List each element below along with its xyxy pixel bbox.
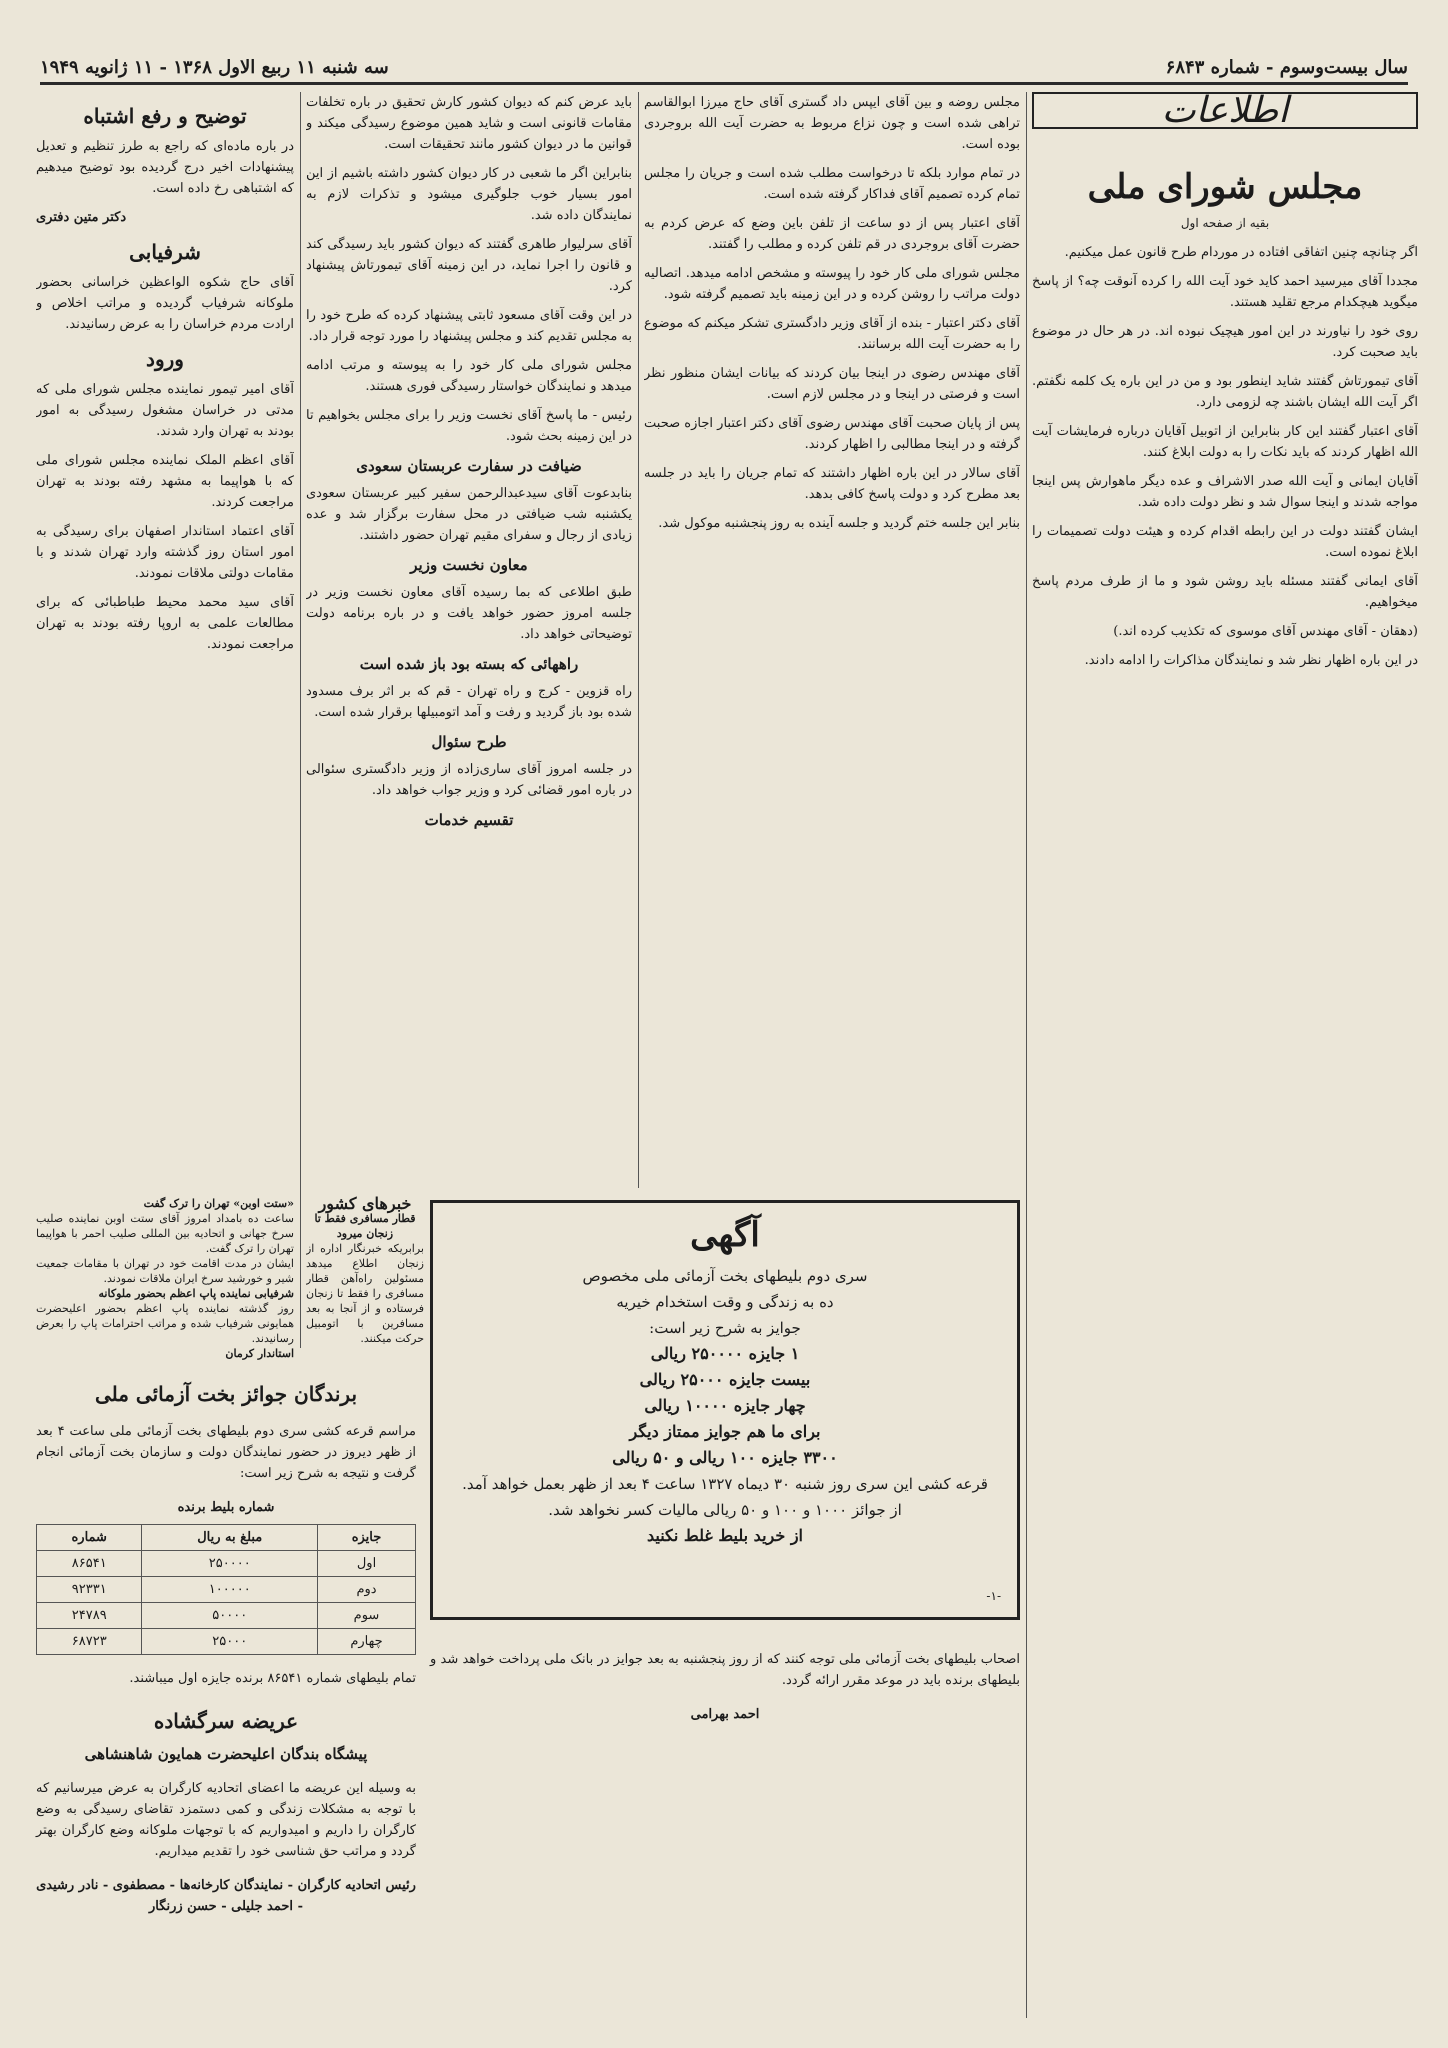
column-rule: [1026, 92, 1027, 2018]
column-header: مبلغ به ریال: [142, 1525, 318, 1551]
paragraph: آقای امیر تیمور نماینده مجلس شورای ملی که مدتی در خراسان مشغول رسیدگی به امور بودند به تهران وارد شدند.: [36, 382, 294, 439]
lottery-table: [36, 1524, 416, 1655]
headline-deputy-pm: معاون نخست وزیر: [410, 556, 528, 574]
lottery-note: تمام بلیطهای شماره ۸۶۵۴۱ برنده جایزه اول میباشند.: [129, 1671, 416, 1686]
paragraph: مجلس شورای ملی کار خود را پیوسته و مشخص ادامه میدهد. اتصالیه دولت مراتب را روشن کرده و در این زمینه باید تصمیم گرفته شود.: [644, 266, 1020, 302]
table-cell: سوم: [318, 1603, 416, 1629]
subhead-audience: شرفیابی نماینده پاپ اعظم بحضور ملوکانه: [98, 1287, 294, 1300]
ad-line: سری دوم بلیطهای بخت آزمائی ملی مخصوص: [582, 1267, 868, 1285]
paragraph: بنابدعوت آقای سیدعبدالرحمن سفیر کبیر عربستان سعودی یکشنبه شب ضیافتی در محل سفارت برگزار شد و عده زیادی از رجال و سفرای مقیم تهران حضور داشتند.: [306, 486, 632, 543]
issue-date: سه شنبه ۱۱ ربیع الاول ۱۳۶۸ - ۱۱ ژانویه ۱۹۴۹: [40, 56, 389, 78]
table-row: [37, 1577, 416, 1603]
table-cell: ۸۶۵۴۱: [37, 1551, 142, 1577]
headline-services: تقسیم خدمات: [424, 811, 514, 829]
ad-prize: چهار جایزه ۱۰۰۰۰ ریالی: [644, 1396, 806, 1415]
newspaper-logo: اطلاعات: [1032, 92, 1418, 129]
paragraph: در باره ماده‌ای که راجع به طرز تنظیم و تعدیل پیشنهادات اخیر درج گردیده بود توضیح میدهیم که اشتباهی رخ داده است.: [36, 139, 294, 196]
petition-body: به وسیله این عریضه ما اعضای اتحادیه کارگران به عرض میرسانیم که با توجه به مشکلات زندگی و کمی دستمزد تقاضای رسیدگی به وضع کارگران را داریم و امیدواریم که با توجهات ملوکانه وضع کارگران بهتر گردد و مراتب حق شناسی خود را تقدیم میداریم.: [36, 1781, 416, 1859]
paragraph: آقای ایمانی گفتند مسئله باید روشن شود و ما از طرف مردم پاسخ میخواهیم.: [1032, 574, 1418, 610]
table-cell: ۵۰۰۰۰: [142, 1603, 318, 1629]
column-parliament: [1032, 92, 1418, 2018]
column-header: شماره: [37, 1525, 142, 1551]
ad-tax-note: از جوائز ۱۰۰۰ و ۱۰۰ و ۵۰ ریالی مالیات کسر نخواهد شد.: [548, 1501, 902, 1519]
lottery-table-title: شماره بلیط برنده: [177, 1500, 275, 1515]
paragraph: بنابر این جلسه ختم گردید و جلسه آینده به روز پنجشنبه موکول شد.: [658, 516, 1020, 531]
ad-draw-date: قرعه کشی این سری روز شنبه ۳۰ دیماه ۱۳۲۷ ساعت ۴ بعد از ظهر بعمل خواهد آمد.: [462, 1475, 988, 1493]
ad-prize: بیست جایزه ۲۵۰۰۰ ریالی: [639, 1370, 811, 1389]
petition-signers: رئیس اتحادیه کارگران - نمایندگان کارخانه‌ها - مصطفوی - نادر رشیدی - احمد جلیلی - حسن زرنگار: [36, 1878, 416, 1914]
paragraph: ساعت ده بامداد امروز آقای ستت اوبن نماینده صلیب سرخ جهانی و اتحادیه بین المللی صلیب احمر با هواپیما تهران را ترک گفت.: [36, 1212, 294, 1255]
paragraph: آقای سالار در این باره اظهار داشتند که تمام جریان را باید در جلسه بعد مطرح کرد و دولت پاسخ کافی بدهد.: [644, 466, 1020, 502]
headline-embassy: ضیافت در سفارت عربستان سعودی: [356, 457, 582, 475]
headline-correction: توضیح و رفع اشتباه: [83, 104, 247, 128]
paragraph: بنابراین اگر ما شعبی در کار دیوان کشور داشته باشیم از این امور بسیار خوب جلوگیری میشود و تذکرات لازم به نمایندگان داده شد.: [306, 166, 632, 223]
table-cell: ۱۰۰۰۰۰: [142, 1577, 318, 1603]
table-cell: ۲۴۷۸۹: [37, 1603, 142, 1629]
column-header: جایزه: [318, 1525, 416, 1551]
table-cell: ۶۸۷۲۳: [37, 1629, 142, 1655]
ad-line: جوایز به شرح زیر است:: [649, 1319, 801, 1337]
paragraph: راه قزوین - کرج و راه تهران - قم که بر اثر برف مسدود شده بود باز گردید و رفت و آمد اتومبیلها برقرار شده است.: [306, 684, 632, 720]
paragraph: باید عرض کنم که دیوان کشور کارش تحقیق در باره تخلفات مقامات قانونی است و شاید همین موضوع رسیدگی میکند و قوانین ما در دیوان کشور مانند تحقیقات است.: [306, 95, 632, 152]
lottery-advertisement: [430, 1200, 1020, 1620]
subhead-governor: استاندار کرمان: [225, 1347, 294, 1360]
paragraph: آقای اعظم الملک نماینده مجلس شورای ملی که با هواپیما به مشهد رفته بودند به تهران مراجعت کردند.: [36, 453, 294, 510]
volume-issue: سال بیست‌وسوم - شماره ۶۸۴۳: [1165, 56, 1408, 78]
paragraph: ایشان در مدت اقامت خود در تهران با مقامات جمعیت شیر و خورشید سرخ ایران ملاقات نمودند.: [36, 1257, 294, 1285]
country-news: [306, 1196, 424, 1360]
ad-prize: برای ما هم جوایز ممتاز دیگر: [629, 1422, 821, 1441]
headline-petition: عریضه سرگشاده: [153, 1709, 299, 1733]
paragraph: آقای تیمورتاش گفتند شاید اینطور بود و من در این باره یک کلمه نگفتم. اگر آیت الله ایشان باشند چه لزومی دارد.: [1032, 374, 1418, 410]
paragraph: آقای اعتبار پس از دو ساعت از تلفن باین وضع که عرض کردم به حضرت آقای بروجردی در قم تلفن کرده و مطلب را گفتند.: [644, 216, 1020, 252]
notice-block: [430, 1636, 1020, 2016]
headline-roads: راههائی که بسته بود باز شده است: [359, 655, 579, 673]
ad-prize: ۱ جایزه ۲۵۰۰۰۰ ریالی: [650, 1344, 800, 1363]
column-news-middle: [306, 92, 632, 1188]
notice-text: اصحاب بلیطهای بخت آزمائی ملی توجه کنند که از روز پنجشنبه به بعد جوایز در بانک ملی پرداخت خواهد شد و بلیطهای برنده باید در موعد مقرر ارائه گردد.: [430, 1652, 1020, 1688]
paragraph: آقای اعتماد استاندار اصفهان برای رسیدگی به امور استان روز گذشته وارد تهران شدند و با مقامات دولتی ملاقات نمودند.: [36, 524, 294, 581]
masthead-bar: [40, 52, 1408, 85]
table-row: [37, 1551, 416, 1577]
paragraph: مجلس روضه و بین آقای ایپس داد گستری آقای حاج میرزا ابوالقاسم تراهی شده است و چون نزاع مربوط به حضرت آیت الله بروجردی بوده است.: [644, 95, 1020, 152]
paragraph: در این وقت آقای مسعود ثابتی پیشنهاد کرده که طرح خود را به مجلس تقدیم کند و مجلس پیشنهاد را مورد توجه قرار داد.: [306, 308, 632, 344]
paragraph: روی خود را نیاورند در این امور هیچیک نبوده اند. در هر حال در موضوع باید صحبت کرد.: [1032, 324, 1418, 360]
column-rule: [638, 92, 639, 1188]
ad-line: ده به زندگی و وقت استخدام خیریه: [616, 1293, 834, 1311]
paragraph: آقای حاج شکوه الواعظین خراسانی بحضور ملوکانه شرفیاب گردیده و مراتب اخلاص و ارادت مردم خراسان را به عرض رسانیدند.: [36, 275, 294, 332]
table-header-row: [37, 1525, 416, 1551]
table-cell: ۲۵۰۰۰۰: [142, 1551, 318, 1577]
paragraph: در جلسه امروز آقای ساری‌زاده از وزیر دادگستری سئوالی در باره امور قضائی کرد و وزیر جواب خواهد داد.: [306, 762, 632, 798]
column-rule: [300, 92, 301, 1348]
headline-lottery: برندگان جوائز بخت آزمائی ملی: [94, 1382, 358, 1406]
paragraph: برابریکه خبرنگار اداره از زنجان اطلاع میدهد مسئولین راه‌آهن قطار مسافری را فقط تا زنجان فرستاده و از آنجا به بعد مسافرین با اتومبیل حرکت میکنند.: [306, 1242, 424, 1345]
country-news-more: [36, 1196, 294, 1360]
ad-code: -۱-: [986, 1589, 1001, 1603]
paragraph: آقای سرلیوار طاهری گفتند که دیوان کشور باید رسیدگی کند و قانون را اجرا نماید، در این زمینه آقای تیمورتاش پیشنهاد کرد.: [306, 237, 632, 294]
column-corrections: [36, 92, 294, 1348]
table-row: [37, 1603, 416, 1629]
headline-arrival: ورود: [146, 347, 184, 371]
paragraph: رئیس - ما پاسخ آقای نخست وزیر را برای مجلس بخواهیم تا در این زمینه بحث شود.: [306, 408, 632, 444]
paragraph: آقایان ایمانی و آیت الله صدر الاشراف و عده دیگر ماهوارش پس اینجا مواجه شدند و اینجا سوال شد و نظر دولت داده شد.: [1032, 474, 1418, 510]
headline-country-news: خبرهای کشور: [318, 1196, 412, 1213]
lottery-results: [36, 1370, 416, 2018]
subhead-departure: «ستت اوبن» تهران را ترک گفت: [143, 1197, 294, 1210]
ad-prize: ۳۳۰۰ جایزه ۱۰۰ ریالی و ۵۰ ریالی: [612, 1448, 838, 1467]
table-cell: ۲۵۰۰۰: [142, 1629, 318, 1655]
paragraph: در این باره اظهار نظر شد و نمایندگان مذاکرات را ادامه دادند.: [1084, 653, 1418, 668]
table-cell: اول: [318, 1551, 416, 1577]
table-cell: چهارم: [318, 1629, 416, 1655]
paragraph: پس از پایان صحبت آقای مهندس رضوی آقای دکتر اعتبار اجازه صحبت گرفته و در اینجا مطالبی را اظهار کردند.: [644, 416, 1020, 452]
continued-note: بقیه از صفحه اول: [1180, 216, 1270, 230]
ad-warning: از خرید بلیط غلط نکنید: [647, 1526, 803, 1545]
headline-question: طرح سئوال: [431, 733, 507, 751]
paragraph: ایشان گفتند دولت در این رابطه اقدام کرده و هیئت دولت تصمیمات را ابلاغ نموده است.: [1032, 524, 1418, 560]
paragraph: طبق اطلاعی که بما رسیده آقای معاون نخست وزیر در جلسه امروز حضور خواهد یافت و در باره برنامه دولت توضیحاتی خواهد داد.: [306, 585, 632, 642]
paragraph: آقای سید محمد محیط طباطبائی که برای مطالعات علمی به اروپا رفته بودند به تهران مراجعت نمودند.: [36, 595, 294, 652]
headline-audience: شرفیابی: [129, 240, 201, 264]
paragraph: آقای مهندس رضوی در اینجا بیان کردند که بیانات ایشان منظور نظر است و فرصتی در اینجا و در مجلس لازم است.: [644, 366, 1020, 402]
paragraph: اگر چنانچه چنین اتفاقی افتاده در موردام طرح قانون عمل میکنیم.: [1064, 245, 1418, 260]
lottery-intro: مراسم قرعه کشی سری دوم بلیطهای بخت آزمائی ملی ساعت ۴ بعد از ظهر دیروز در حضور نمایندگان دولت و سازمان بخت آزمائی انجام گرفت و نتیجه به شرح زیر است:: [36, 1424, 416, 1481]
table-cell: دوم: [318, 1577, 416, 1603]
headline-parliament: مجلس شورای ملی: [1087, 167, 1363, 207]
paragraph: مجلس شورای ملی کار خود را به پیوسته و مرتب ادامه میدهد و نمایندگان خواستار رسیدگی فوری هستند.: [306, 358, 632, 394]
notice-signer: احمد بهرامی: [690, 1707, 760, 1722]
paragraph: مجددا آقای میرسید احمد کاید خود آیت الله را کرده آنوقت چه؟ از پاسخ میگوید هیچکدام مرجع تقلید هستند.: [1032, 274, 1418, 310]
author-name: دکتر متین دفتری: [36, 210, 127, 225]
paragraph: آقای دکتر اعتبار - بنده از آقای وزیر دادگستری تشکر میکنم که موضوع را به حضرت آیت الله برسانند.: [644, 316, 1020, 352]
petition-subtitle: پیشگاه بندگان اعلیحضرت همایون شاهنشاهی: [84, 1745, 368, 1763]
paragraph: آقای اعتبار گفتند این کار بنابراین از اتوبیل آقایان درباره فرمایشات آیت الله اظهار کردند که باید نکات را به دولت ابلاغ کنند.: [1032, 424, 1418, 460]
table-row: [37, 1629, 416, 1655]
ad-title: آگهی: [690, 1215, 760, 1255]
paragraph: در تمام موارد بلکه تا درخواست مطلب شده است و جریان را مجلس تمام کرده تصمیم آقای فداکار گرفته شده است.: [644, 166, 1020, 202]
subhead-train: قطار مسافری فقط تا زنجان میرود: [314, 1212, 416, 1240]
paragraph: (دهقان - آقای مهندس آقای موسوی که تکذیب کرده اند.): [1113, 624, 1418, 639]
table-cell: ۹۲۳۳۱: [37, 1577, 142, 1603]
paragraph: روز گذشته نماینده پاپ اعظم بحضور اعلیحضرت همایونی شرفیاب شده و مراتب احترامات پاپ را بعرض رسانیدند.: [36, 1302, 294, 1345]
